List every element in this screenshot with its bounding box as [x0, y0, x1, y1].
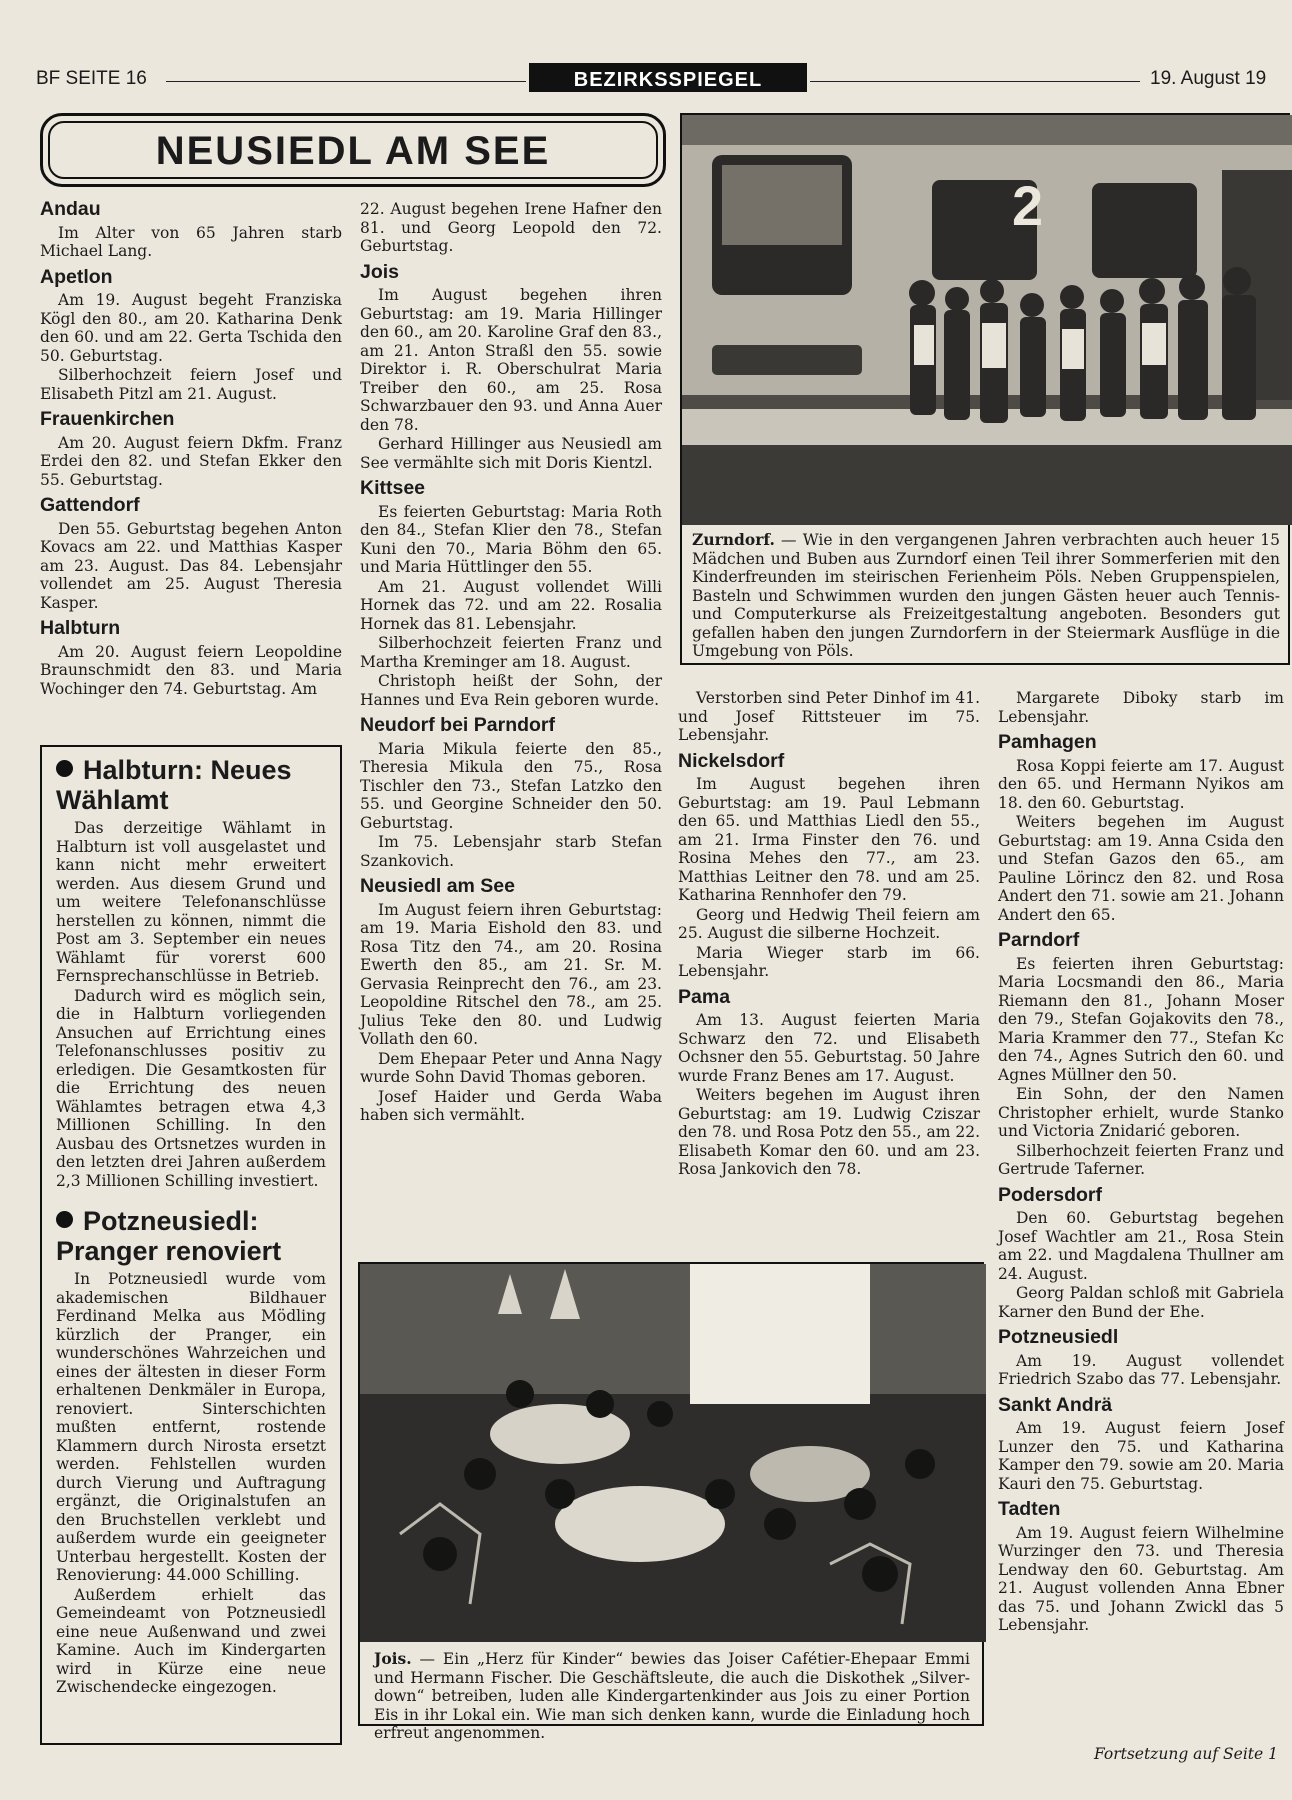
bullet-icon	[56, 760, 73, 777]
frauenkirchen-text: Am 20. August feiern Dkfm. Franz Erdei den 82. und Stefan Ekker den 55. Geburtstag.	[40, 433, 342, 489]
tadten-text: Am 19. August feiern Wilhelmine Wurzinger den 73. und Theresia Lendway den 60. Geburtstag. Am 21. August vollenden Anna Ebner das 75. und Johann Zwickl das 5 Lebensjahr.	[998, 1523, 1284, 1634]
potzneusiedl-text: Am 19. August vollendet Friedrich Szabo das 77. Lebensjahr.	[998, 1351, 1284, 1388]
parndorf-text-1: Es feierten ihren Geburtstag: Maria Locsmandi den 86., Maria Riemann den 81., Johann Moser den 79., Stefan Gojakovits den 78., Maria Krammer den 77., Stefan Kc den 74., Agnes Sutrich den 60. und Agnes Müllner den 50.	[998, 954, 1284, 1084]
heading-neudorf: Neudorf bei Parndorf	[360, 714, 556, 736]
heading-tadten: Tadten	[998, 1498, 1061, 1520]
halbturn-continued: 22. August begehen Irene Hafner den 81. und Georg Leopold den 72. Geburtstag.	[360, 200, 662, 255]
photo-zurndorf-caption: Zurndorf. — Wie in den vergangenen Jahren verbrachten auch heuer 15 Mädchen und Buben aus Zurndorf einen Teil ihrer Sommerferien mit den Kinderfreunden im steirischen Ferienheim Pöls. Neben Gruppenspielen, Basteln und Schwimmen wurden den jungen Gästen heuer auch Tennis- und Computerkurse als Freizeitgestaltung angeboten. Besonders gut gefallen haben den jungen Zurndorfern in der Steiermark Ausflüge in die Umgebung von Pöls.	[692, 530, 1280, 660]
heading-neusiedl: Neusiedl am See	[360, 875, 515, 897]
header-rule-left	[166, 81, 526, 82]
section-title: BEZIRKSSPIEGEL	[529, 63, 807, 92]
photo-jois-frame	[358, 1262, 984, 1742]
heading-potzneusiedl: Potzneusiedl	[998, 1326, 1119, 1348]
region-title: NEUSIEDL AM SEE	[48, 121, 658, 179]
neudorf-text-1: Maria Mikula feierte den 85., Theresia Mikula den 75., Rosa Tischler den 73., Stefan Latzko den 55. und Georgine Schneider den 50. Geburtstag.	[360, 739, 662, 832]
kittsee-text-3: Silberhochzeit feierten Franz und Martha Kreminger am 18. August.	[360, 634, 662, 671]
apetlon-text-2: Silberhochzeit feiern Josef und Elisabeth Pitzl am 21. August.	[40, 366, 342, 403]
andau-text: Im Alter von 65 Jahren starb Michael Lang.	[40, 223, 342, 260]
photo-jois	[360, 1264, 986, 1642]
photo-zurndorf-frame	[680, 113, 1290, 665]
column-3	[678, 689, 980, 1180]
box-text-3: In Potzneusiedl wurde vom akademischen Bildhauer Ferdinand Melka aus Mödling kürzlich der Pranger, ein wunderschönes Wahrzeichen und eines der ältesten in dieser Form erhaltenen Denkmäler in Europa, renoviert. Sinterschichten mußten entfernt, rostende Klammern durch Nirosta ersetzt werden. Fehlstellen wurden durch Vierung und Auftragung ergänzt, die Originalstufen an den Bruchstellen verklebt und außerdem wurde ein geeigneter Unterbau hergestellt. Kosten der Renovierung: 44.000 Schilling.	[56, 1270, 326, 1584]
svg-text:2: 2	[1012, 174, 1044, 237]
heading-apetlon: Apetlon	[40, 265, 113, 288]
gattendorf-text: Den 55. Geburtstag begehen Anton Kovacs am 22. und Matthias Kasper am 23. August. Das 84. Lebensjahr vollendet am 25. August Theresia Kasper.	[40, 519, 342, 612]
box-headline-halbturn: Halbturn: Neues Wählamt	[56, 755, 292, 815]
podersdorf-text-2: Georg Paldan schloß mit Gabriela Karner den Bund der Ehe.	[998, 1284, 1284, 1321]
continuation-note: Fortsetzung auf Seite 1	[1093, 1745, 1278, 1763]
region-title-box	[40, 113, 666, 187]
pama-text-1: Am 13. August feierten Maria Schwarz den 72. und Elisabeth Ochsner den 55. Geburtstag. 50 Jahre wurde Franz Benes am 17. August.	[678, 1011, 980, 1085]
kittsee-text-2: Am 21. August vollendet Willi Hornek das 72. und am 22. Rosalia Hornek das 81. Lebensjahr.	[360, 577, 662, 633]
heading-jois: Jois	[360, 260, 400, 283]
nickelsdorf-text-2: Georg und Hedwig Theil feiern am 25. August die silberne Hochzeit.	[678, 905, 980, 942]
heading-sankt-andrae: Sankt Andrä	[998, 1393, 1113, 1416]
neusiedl-text-2: Dem Ehepaar Peter und Anna Nagy wurde Sohn David Thomas geboren.	[360, 1049, 662, 1086]
parndorf-text-2: Ein Sohn, der den Namen Christopher erhielt, wurde Stanko und Victoria Znidarić geboren.	[998, 1085, 1284, 1140]
heading-podersdorf: Podersdorf	[998, 1183, 1103, 1206]
nickelsdorf-text-1: Im August begehen ihren Geburtstag: am 19. Paul Lebmann den 65. und Matthias Liedl den 55., am 21. Irma Finster den 76. und Rosina Mehes den 77., am 23. Matthias Leitner den 78. und am 25. Katharina Rennhofer den 79.	[678, 775, 980, 904]
halbturn-text: Am 20. August feiern Leopoldine Braunschmidt den 83. und Maria Wochinger den 74. Geburtstag. Am	[40, 642, 342, 698]
heading-halbturn: Halbturn	[40, 617, 121, 639]
box-text-4: Außerdem erhielt das Gemeindeamt von Potzneusiedl eine neue Außenwand und zwei Kamine. Auch im Kindergarten wird in Kürze eine neue Zwischendecke eingezogen.	[56, 1585, 326, 1696]
pama-text-2: Weiters begehen im August ihren Geburtstag: am 19. Ludwig Cziszar den 78. und Rosa Potz den 55., am 22. Elisabeth Komar den 60. und am 23. Rosa Jankovich den 78.	[678, 1086, 981, 1178]
parndorf-text-3: Silberhochzeit feierten Franz und Gertrude Taferner.	[998, 1141, 1284, 1178]
neusiedl-text-1: Im August feiern ihren Geburtstag: am 19. Maria Eishold den 83. und Rosa Titz den 74., am 20. Rosina Ewerth den 85., am 21. Sr. M. Gervasia Reinprecht den 76., am 23. Leopoldine Ritschel den 78., am 25. Julius Teke den 80. und Ludwig Vollath den 60.	[360, 900, 662, 1048]
diboky-text: Margarete Diboky starb im Lebensjahr.	[998, 689, 1284, 726]
dinhof-text: Verstorben sind Peter Dinhof im 41. und Josef Rittsteuer im 75. Lebensjahr.	[678, 689, 980, 744]
heading-gattendorf: Gattendorf	[40, 494, 140, 516]
nickelsdorf-text-3: Maria Wieger starb im 66. Lebensjahr.	[678, 943, 980, 980]
issue-date: 19. August 19	[1146, 68, 1266, 90]
heading-andau: Andau	[40, 198, 101, 220]
podersdorf-text-1: Den 60. Geburtstag begehen Josef Wachtler am 21., Rosa Stein am 22. und Magdalena Thullner am 24. August.	[998, 1209, 1284, 1283]
kittsee-text-4: Christoph heißt der Sohn, der Hannes und Eva Rein geboren wurde.	[360, 672, 662, 709]
column-2	[360, 200, 662, 1126]
column-1	[40, 193, 342, 699]
photo-zurndorf	[682, 115, 1292, 525]
box-text-2: Dadurch wird es möglich sein, die in Halbturn vorliegenden Ansuchen auf Errichtung eines Telefonanschlusses positiv zu erledigen. Die Gesamtkosten für die Errichtung des neuen Wählamtes betragen etwa 4,3 Millionen Schilling. In den Ausbau des Ortsnetzes wurden in den letzten drei Jahren außerdem 2,3 Millionen Schilling investiert.	[56, 986, 326, 1190]
heading-pamhagen: Pamhagen	[998, 731, 1097, 753]
jois-text-2: Gerhard Hillinger aus Neusiedl am See vermählte sich mit Doris Kientzl.	[360, 435, 662, 472]
photo-jois-caption: Jois. — Ein „Herz für Kinder“ bewies das Joiser Cafétier-Ehepaar Emmi und Hermann Fischer. Die Geschäftsleute, die auch die Diskothek „Silver-down“ betreiben, luden alle Kindergartenkinder aus Jois zu einer Portion Eis in ihr Lokal ein. Wie man sich denken kann, wurde die Einladung hoch erfreut angenommen.	[374, 1649, 970, 1742]
heading-kittsee: Kittsee	[360, 477, 426, 499]
kittsee-text-1: Es feierten Geburtstag: Maria Roth den 84., Stefan Klier den 78., Stefan Kuni den 70., Maria Böhm den 65. und Maria Hüttlinger den 55.	[360, 502, 662, 576]
header-rule-right	[810, 81, 1140, 82]
sankt-andrae-text: Am 19. August feiern Josef Lunzer den 75. und Katharina Kamper den 79. sowie am 20. Maria Kauri den 75. Geburtstag.	[998, 1419, 1284, 1493]
box-headline-potzneusiedl: Potzneusiedl: Pranger renoviert	[56, 1206, 282, 1266]
neudorf-text-2: Im 75. Lebensjahr starb Stefan Szankovich.	[360, 833, 662, 870]
bullet-icon	[56, 1211, 73, 1228]
page-number: BF SEITE 16	[36, 68, 147, 89]
heading-frauenkirchen: Frauenkirchen	[40, 408, 175, 430]
box-text-1: Das derzeitige Wählamt in Halbturn ist voll ausgelastet und kann nicht mehr erweitert werden. Aus diesem Grund und um weitere Telefonanschlüsse herstellen zu können, nimmt die Post am 3. September ein neues Wählamt für vorerst 600 Fernsprechanschlüsse in Betrieb.	[56, 819, 326, 985]
apetlon-text-1: Am 19. August begeht Franziska Kögl den 80., am 20. Katharina Denk den 60. und am 22. Gerta Tschida den 50. Geburtstag.	[40, 291, 342, 365]
heading-pama: Pama	[678, 985, 731, 1008]
pamhagen-text-1: Rosa Koppi feierte am 17. August den 65. und Hermann Nyikos am 18. den 60. Geburtstag.	[998, 756, 1284, 812]
heading-nickelsdorf: Nickelsdorf	[678, 749, 785, 772]
neusiedl-text-3: Josef Haider und Gerda Waba haben sich vermählt.	[360, 1087, 662, 1124]
heading-parndorf: Parndorf	[998, 929, 1080, 951]
column-4	[998, 689, 1284, 1636]
pamhagen-text-2: Weiters begehen im August Geburtstag: am 19. Anna Csida den und Stefan Gazos den 65., am Pauline Lörincz den 82. und Rosa Andert den 71. sowie am 21. Johann Andert den 65.	[998, 813, 1284, 924]
jois-text-1: Im August begehen ihren Geburtstag: am 19. Maria Hillinger den 60., am 20. Karoline Graf den 83., am 21. Anton Straßl den 55. sowie Direktor i. R. Oberschulrat Maria Treiber den 60., am 25. Rosa Schwarzbauer den 93. und Anna Auer den 78.	[360, 286, 662, 434]
news-box	[40, 745, 342, 1745]
